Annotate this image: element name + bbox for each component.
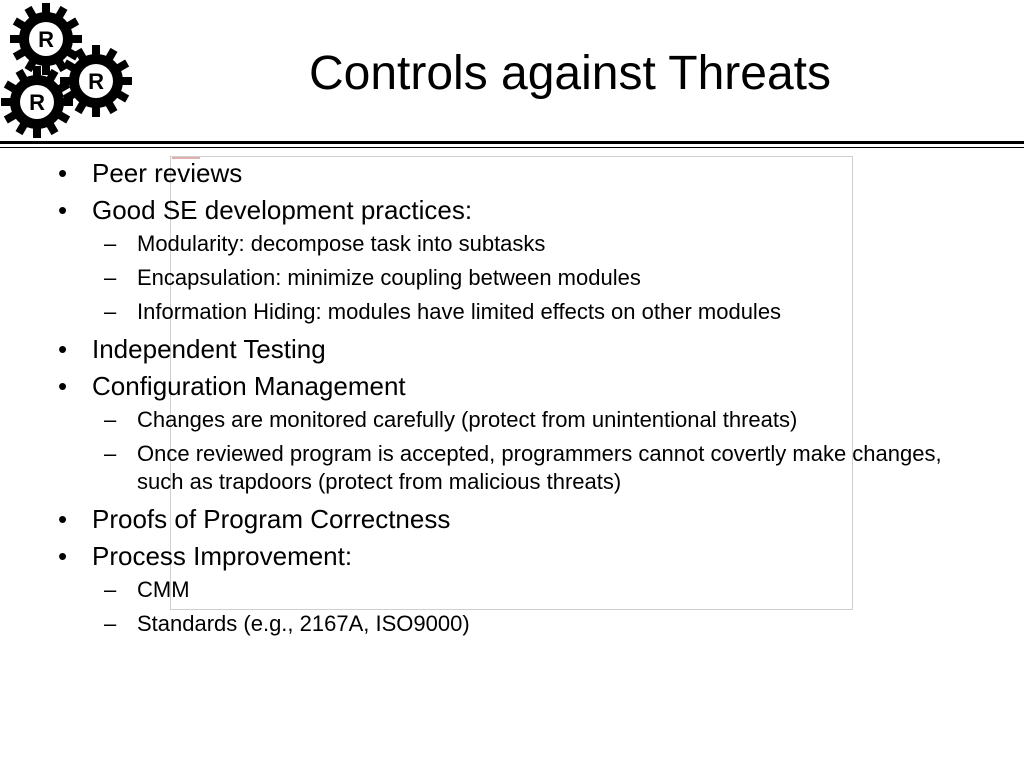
bullet-mark: • [58,195,68,225]
bullet-item [0,502,1000,536]
bullet-mark: • [58,541,68,571]
bullet-item [0,193,1000,227]
sub-list-container [0,406,1000,496]
sub-bullet-text: Modularity: decompose task into subtasks [137,231,546,256]
dash-mark: – [104,265,117,290]
sub-bullet-text: Once reviewed program is accepted, programmers cannot covertly make changes, such as trapdoors (protect from malicious threats) [137,441,942,494]
gear-icon [1,66,73,138]
bullet-item [0,369,1000,403]
sub-bullet-item [0,298,967,326]
title-divider [0,141,1024,144]
gear-cluster-icon [0,0,140,140]
slide-title: Controls against Threats [308,47,832,100]
sub-bullet-text: Encapsulation: minimize coupling between modules [137,265,641,290]
bullet-mark: • [58,504,68,534]
dash-mark: – [104,611,117,636]
dash-mark: – [104,231,117,256]
sub-bullet-item [0,230,967,258]
sub-bullet-text: Changes are monitored carefully (protect from unintentional threats) [137,407,798,432]
sub-list-container [0,230,1000,326]
bullet-item [0,332,1000,366]
sub-bullet-item [0,406,967,434]
bullet-mark: • [58,158,68,188]
sub-bullet-text: CMM [137,577,190,602]
dash-mark: – [104,407,117,432]
sub-bullet-list [0,406,1000,496]
bullet-text: Good SE development practices: [92,195,473,225]
bullet-mark: • [58,334,68,364]
dash-mark: – [104,441,117,466]
sub-list-container [0,576,1000,638]
sub-bullet-item [0,440,967,496]
bullet-item [0,539,1000,573]
dash-mark: – [104,577,117,602]
sub-bullet-list [0,230,1000,326]
bullet-text: Independent Testing [92,334,326,364]
sub-bullet-text: Standards (e.g., 2167A, ISO9000) [137,611,470,636]
bullet-item [0,156,1000,190]
bullet-text: Peer reviews [92,158,243,188]
sub-bullet-item [0,610,967,638]
sub-bullet-list [0,576,1000,638]
logo-letter: R [38,27,54,52]
bullet-text: Proofs of Program Correctness [92,504,451,534]
title-divider-thin [0,147,1024,148]
logo-letter: R [88,69,104,94]
bullet-mark: • [58,371,68,401]
sub-bullet-item [0,576,967,604]
bullet-text: Process Improvement: [92,541,353,571]
sub-bullet-item [0,264,967,292]
bullet-list [0,156,1000,644]
bullet-text: Configuration Management [92,371,406,401]
sub-bullet-text: Information Hiding: modules have limited effects on other modules [137,299,782,324]
logo-letter: R [29,90,45,115]
dash-mark: – [104,299,117,324]
